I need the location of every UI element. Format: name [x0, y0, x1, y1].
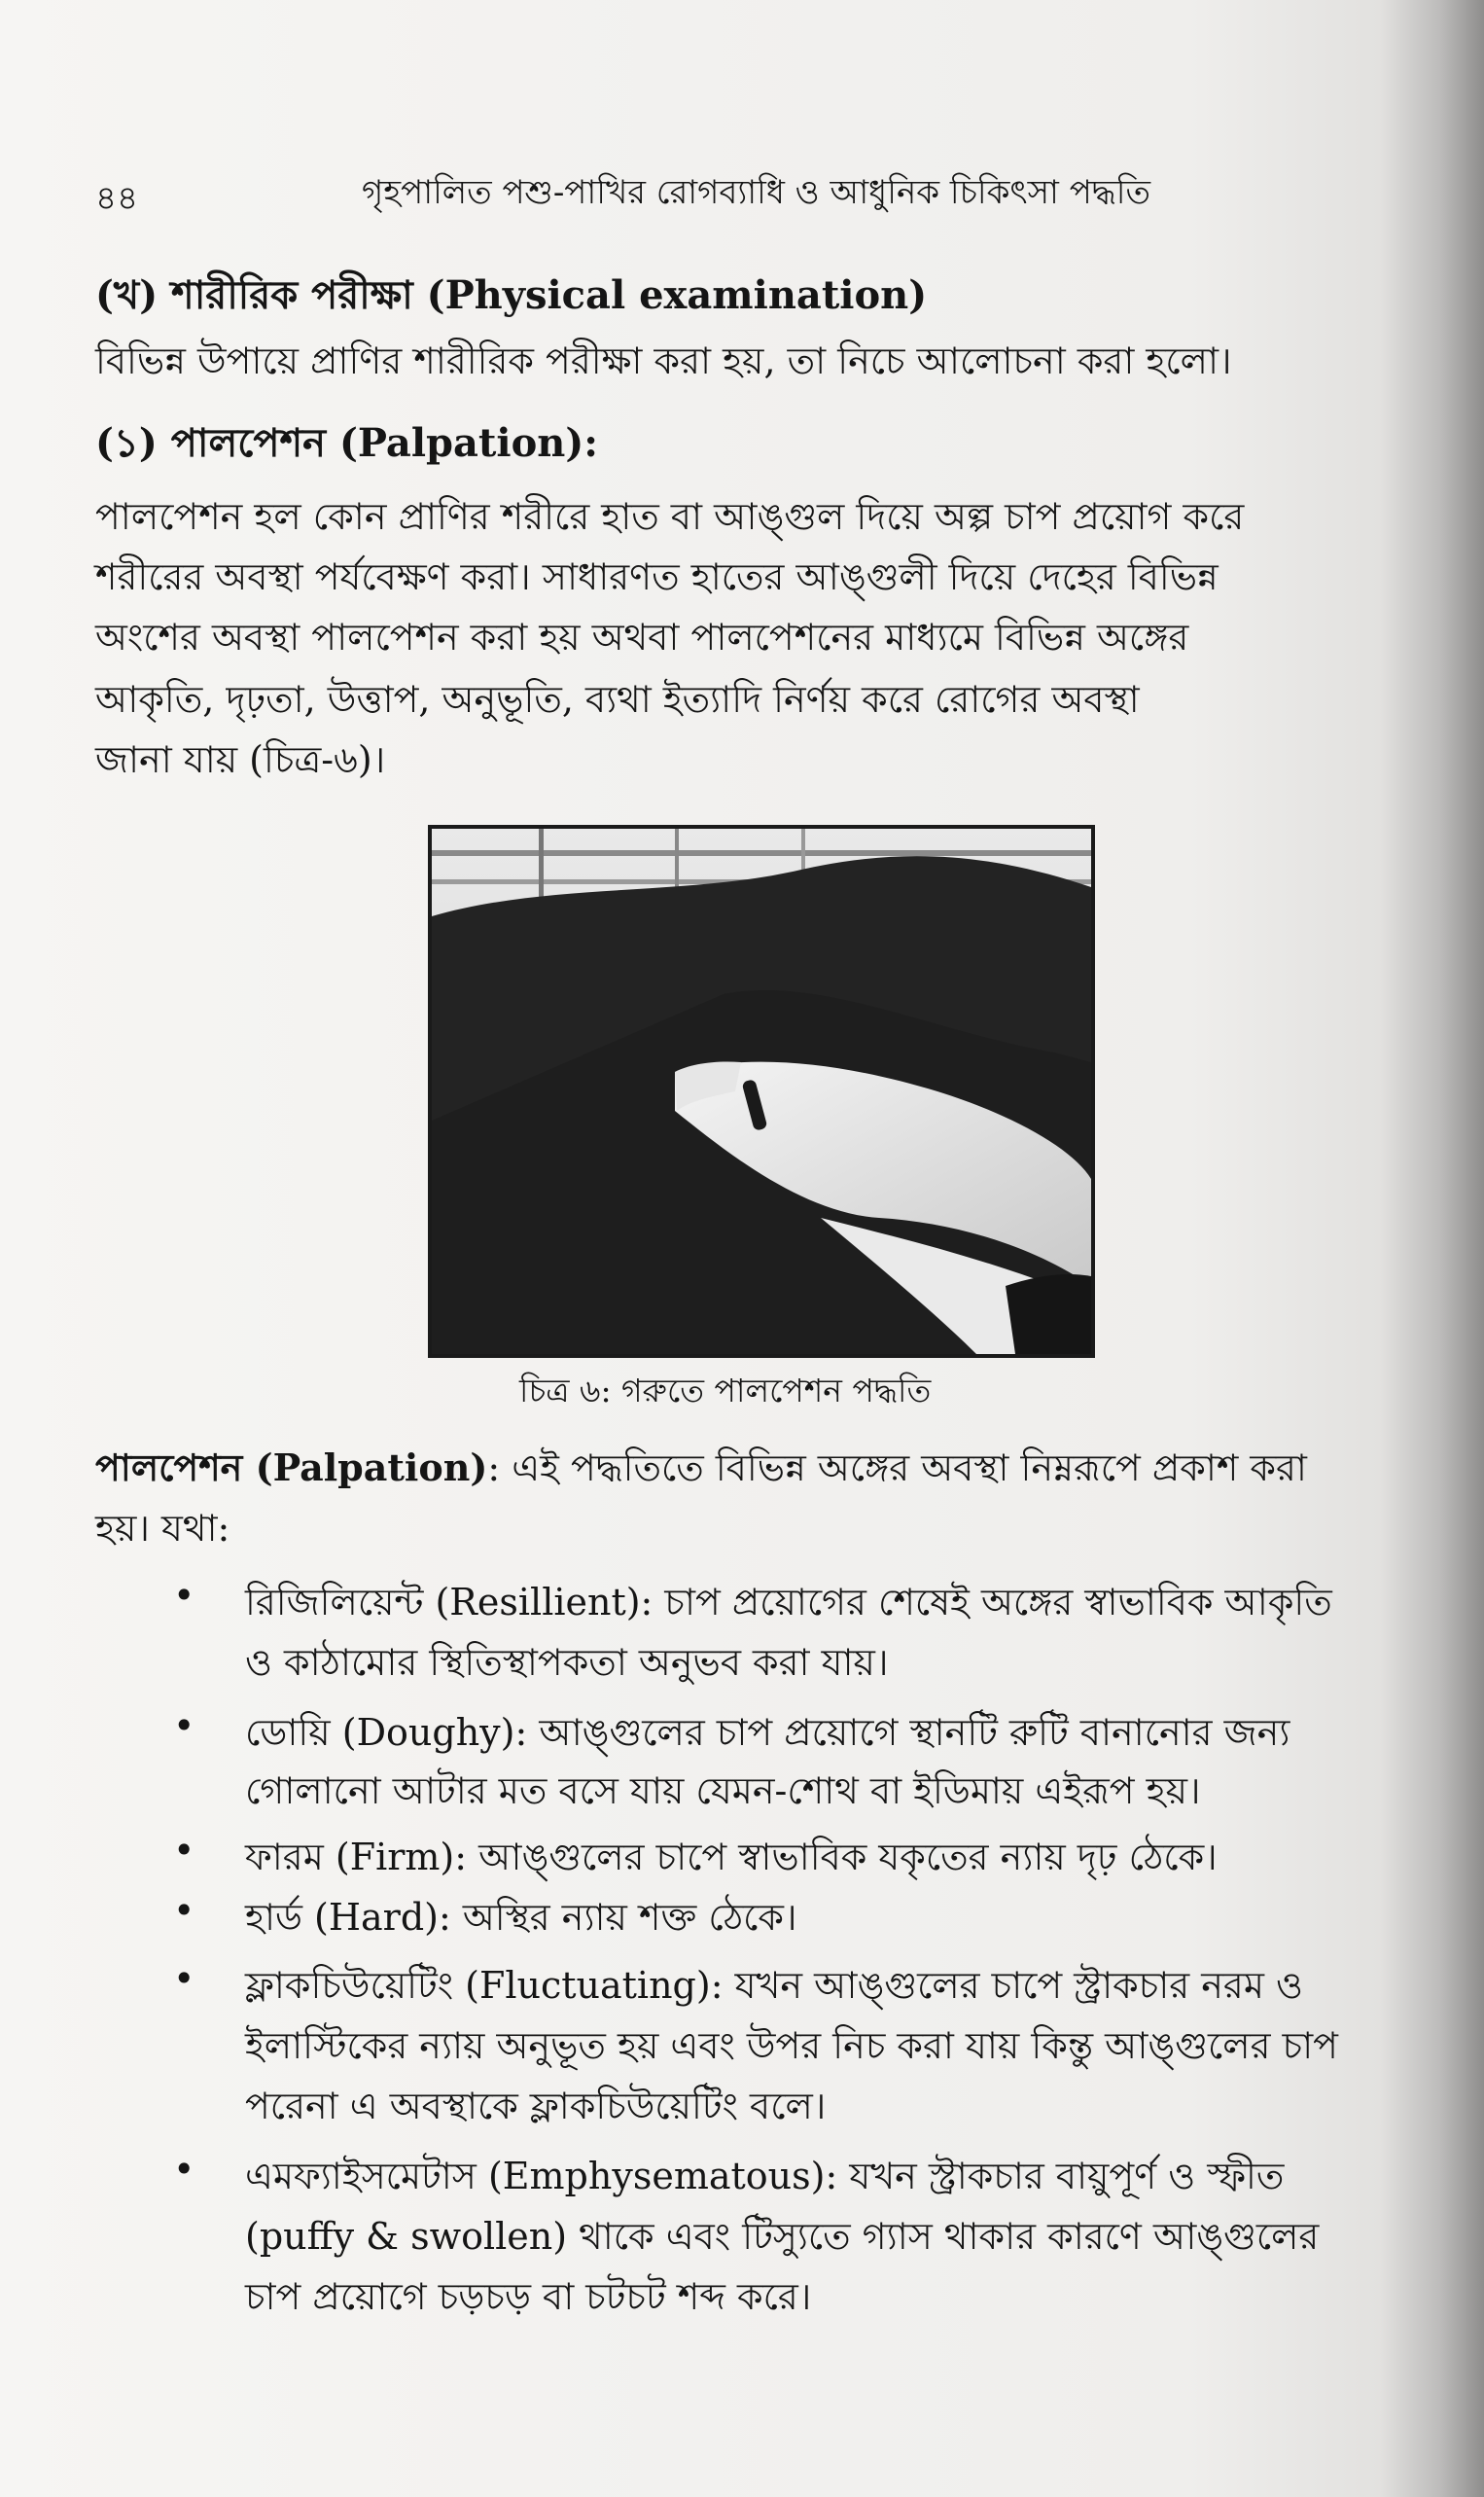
palpation-lead-line2: হয়। যথা: [95, 1507, 230, 1550]
paragraph-line: পালপেশন হল কোন প্রাণির শরীরে হাত বা আঙ্গুল দিয়ে অল্প চাপ প্রয়োগ করে [95, 495, 1245, 538]
list-item-line: এমফ্যাইসমেটাস (Emphysematous): যখন স্ট্রাকচার বায়ুপূর্ণ ও স্ফীত [245, 2155, 1285, 2197]
list-item-line: ও কাঠামোর স্থিতিস্থাপকতা অনুভব করা যায়। [245, 1641, 889, 1684]
bullet-icon: • [173, 1829, 195, 1872]
palpation-lead-text: : এই পদ্ধতিতে বিভিন্ন অঙ্গের অবস্থা নিম্নরূপে প্রকাশ করা [487, 1446, 1307, 1489]
paragraph-line: জানা যায় (চিত্র-৬)। [95, 738, 386, 781]
paragraph-line: শরীরের অবস্থা পর্যবেক্ষণ করা। সাধারণত হাতের আঙ্গুলী দিয়ে দেহের বিভিন্ন [95, 555, 1219, 598]
palpation-photo [428, 825, 1095, 1358]
bullet-icon: • [173, 1889, 195, 1932]
list-item-line: ফ্লাকচিউয়েটিং (Fluctuating): যখন আঙ্গুলের চাপে স্ট্রাকচার নরম ও [245, 1964, 1303, 2007]
list-item-line: (puffy & swollen) থাকে এবং টিস্যুতে গ্যাস থাকার কারণে আঙ্গুলের [245, 2215, 1320, 2258]
bullet-icon: • [173, 1957, 195, 2000]
paragraph-line: আকৃতি, দৃঢ়তা, উত্তাপ, অনুভূতি, ব্যথা ইত্যাদি নির্ণয় করে রোগের অবস্থা [95, 678, 1140, 721]
page-number: ৪৪ [95, 179, 139, 218]
list-item-line: গোলানো আটার মত বসে যায় যেমন-শোথ বা ইডিমায় এইরূপ হয়। [245, 1769, 1201, 1812]
list-item-line: পরেনা এ অবস্থাকে ফ্লাকচিউয়েটিং বলে। [245, 2085, 827, 2127]
list-item-line: চাপ প্রয়োগে চড়চড় বা চটচট শব্দ করে। [245, 2275, 812, 2318]
paragraph-line: অংশের অবস্থা পালপেশন করা হয় অথবা পালপেশনের মাধ্যমে বিভিন্ন অঙ্গের [95, 616, 1189, 659]
running-title: গৃহপালিত পশু-পাখির রোগব্যাধি ও আধুনিক চিকিৎসা পদ্ধতি [362, 173, 1150, 212]
bullet-icon: • [173, 2148, 195, 2191]
list-item-line: হার্ড (Hard): অস্থির ন্যায় শক্ত ঠেকে। [245, 1896, 797, 1939]
list-item-line: ফারম (Firm): আঙ্গুলের চাপে স্বাভাবিক যকৃতের ন্যায় দৃঢ় ঠেকে। [245, 1836, 1218, 1878]
palpation-lead-term: পালপেশন (Palpation) [95, 1445, 488, 1489]
bullet-icon: • [173, 1574, 195, 1617]
figure-caption: চিত্র ৬: গরুতে পালপেশন পদ্ধতি [519, 1372, 932, 1409]
palpation-lead [95, 1440, 1307, 1502]
list-item-line: ডোয়ি (Doughy): আঙ্গুলের চাপ প্রয়োগে স্থানটি রুটি বানানোর জন্য [245, 1711, 1290, 1754]
section-intro: বিভিন্ন উপায়ে প্রাণির শারীরিক পরীক্ষা করা হয়, তা নিচে আলোচনা করা হলো। [95, 339, 1232, 382]
bullet-icon: • [173, 1704, 195, 1747]
subsection-heading: (১) পালপেশন (Palpation): [95, 420, 599, 466]
list-item-line: ইলাস্টিকের ন্যায় অনুভূত হয় এবং উপর নিচ করা যায় কিন্তু আঙ্গুলের চাপ [245, 2024, 1338, 2067]
list-item-line: রিজিলিয়েন্ট (Resillient): চাপ প্রয়োগের শেষেই অঙ্গের স্বাভাবিক আকৃতি [245, 1581, 1332, 1623]
section-heading: (খ) শারীরিক পরীক্ষা (Physical examination) [95, 272, 928, 318]
